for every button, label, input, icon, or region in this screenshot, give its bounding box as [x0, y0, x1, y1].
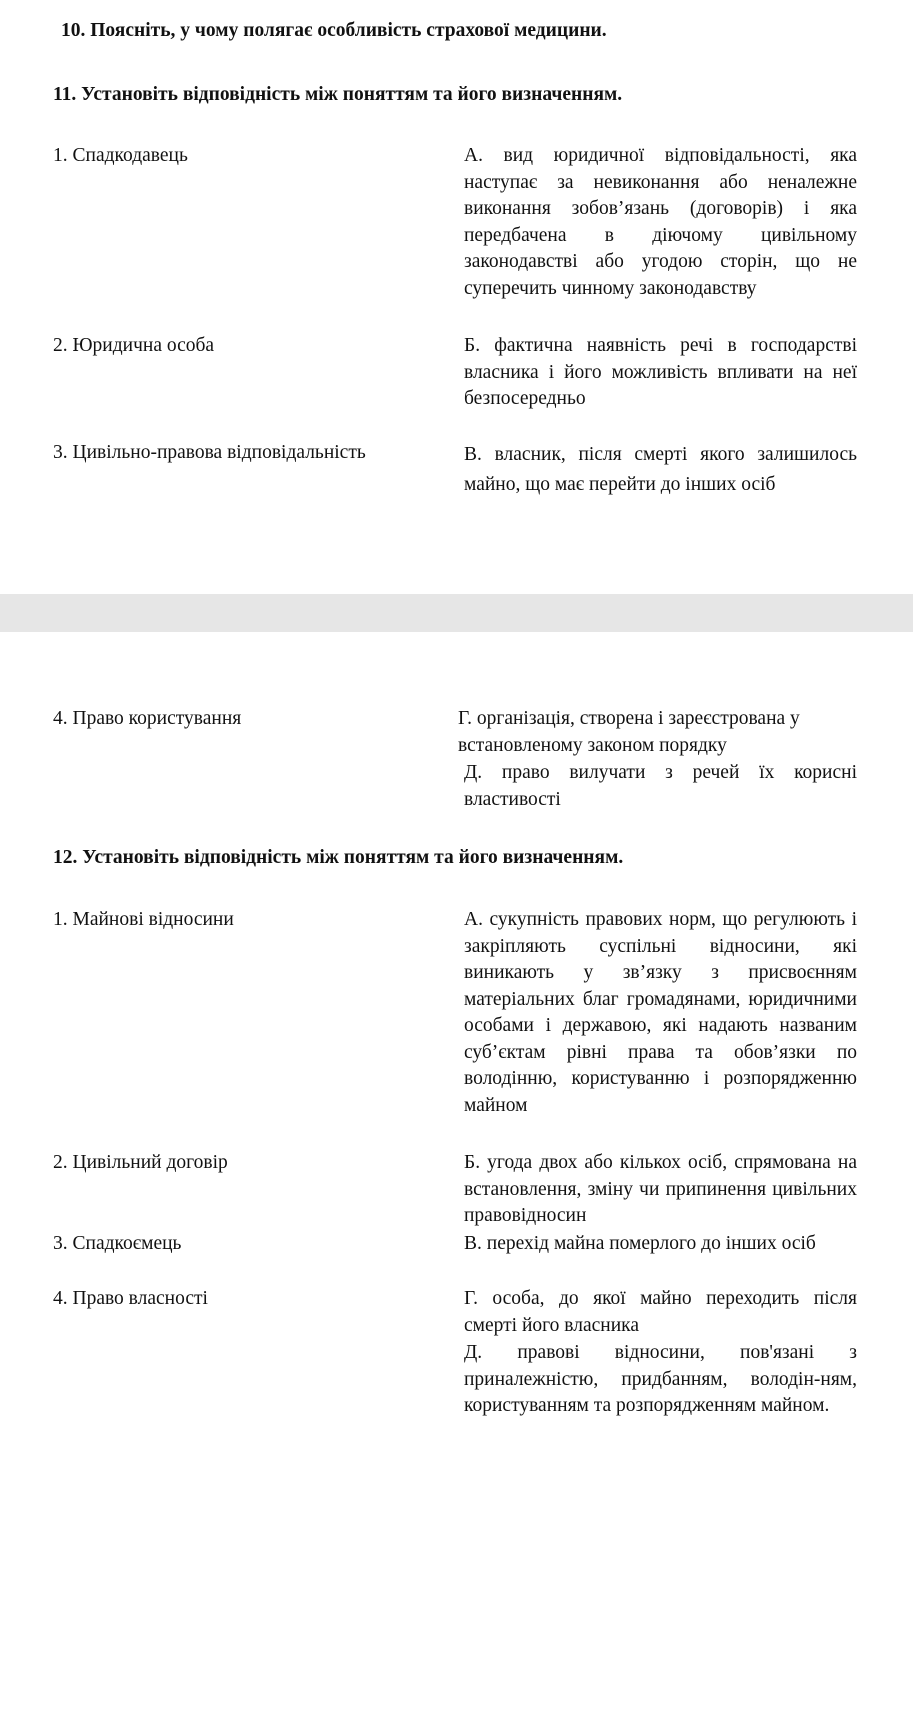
q11-definition-v: В. власник, після смерті якого залишилось майно, що має перейти до інших осіб — [464, 444, 857, 495]
q11-definition-a: А. вид юридичної відповідальності, яка наступає за невиконання або неналежне виконання зобов’язань (договорів) і яка передбачена в діючому цивільному законодавстві або угодою сторін, що не суперечить чинному законодавству — [464, 145, 857, 299]
q12-definition-v: В. перехід майна померлого до інших осіб — [464, 1233, 816, 1254]
q12-term-3: 3. Спадкоємець — [53, 1233, 182, 1254]
q11-definition-d: Д. право вилучати з речей їх корисні властивості — [464, 762, 857, 810]
question-11-heading: 11. Установіть відповідність між поняттям та його визначенням. — [53, 84, 623, 105]
q12-definition-d: Д. правові відносини, пов'язані з приналежністю, придбанням, володін-ням, користуванням та розпорядженням майном. — [464, 1342, 857, 1416]
q11-definition-g: Г. організація, створена і зареєстрована у встановленому законом порядку — [458, 708, 800, 756]
q11-term-3: 3. Цивільно-правова відповідальність — [53, 442, 366, 463]
q12-term-4: 4. Право власності — [53, 1288, 208, 1309]
q11-definition-b: Б. фактична наявність речі в господарстві власника і його можливість впливати на неї безпосередньо — [464, 335, 857, 409]
q12-term-1: 1. Майнові відносини — [53, 909, 234, 930]
page-break-gap — [0, 594, 913, 632]
q12-term-2: 2. Цивільний договір — [53, 1152, 228, 1173]
q12-definition-g: Г. особа, до якої майно переходить після смерті його власника — [464, 1288, 857, 1336]
question-12-heading: 12. Установіть відповідність між поняттям та його визначенням. — [53, 847, 624, 868]
q11-term-2: 2. Юридична особа — [53, 335, 215, 356]
q11-term-1: 1. Спадкодавець — [53, 145, 188, 166]
question-10-heading: 10. Поясніть, у чому полягає особливість страхової медицини. — [61, 20, 607, 41]
q12-definition-a: А. сукупність правових норм, що регулюють і закріпляють суспільні відносини, які виникають у зв’язку з присвоєнням матеріальних благ громадянами, юридичними особами і державою, які надають названим суб’єктам рівні права та обов’язки по володінню, користуванню і розпорядженню майном — [464, 909, 857, 1116]
q11-term-4: 4. Право користування — [53, 708, 242, 729]
q12-definition-b: Б. угода двох або кількох осіб, спрямована на встановлення, зміну чи припинення цивільних правовідносин — [464, 1152, 857, 1226]
